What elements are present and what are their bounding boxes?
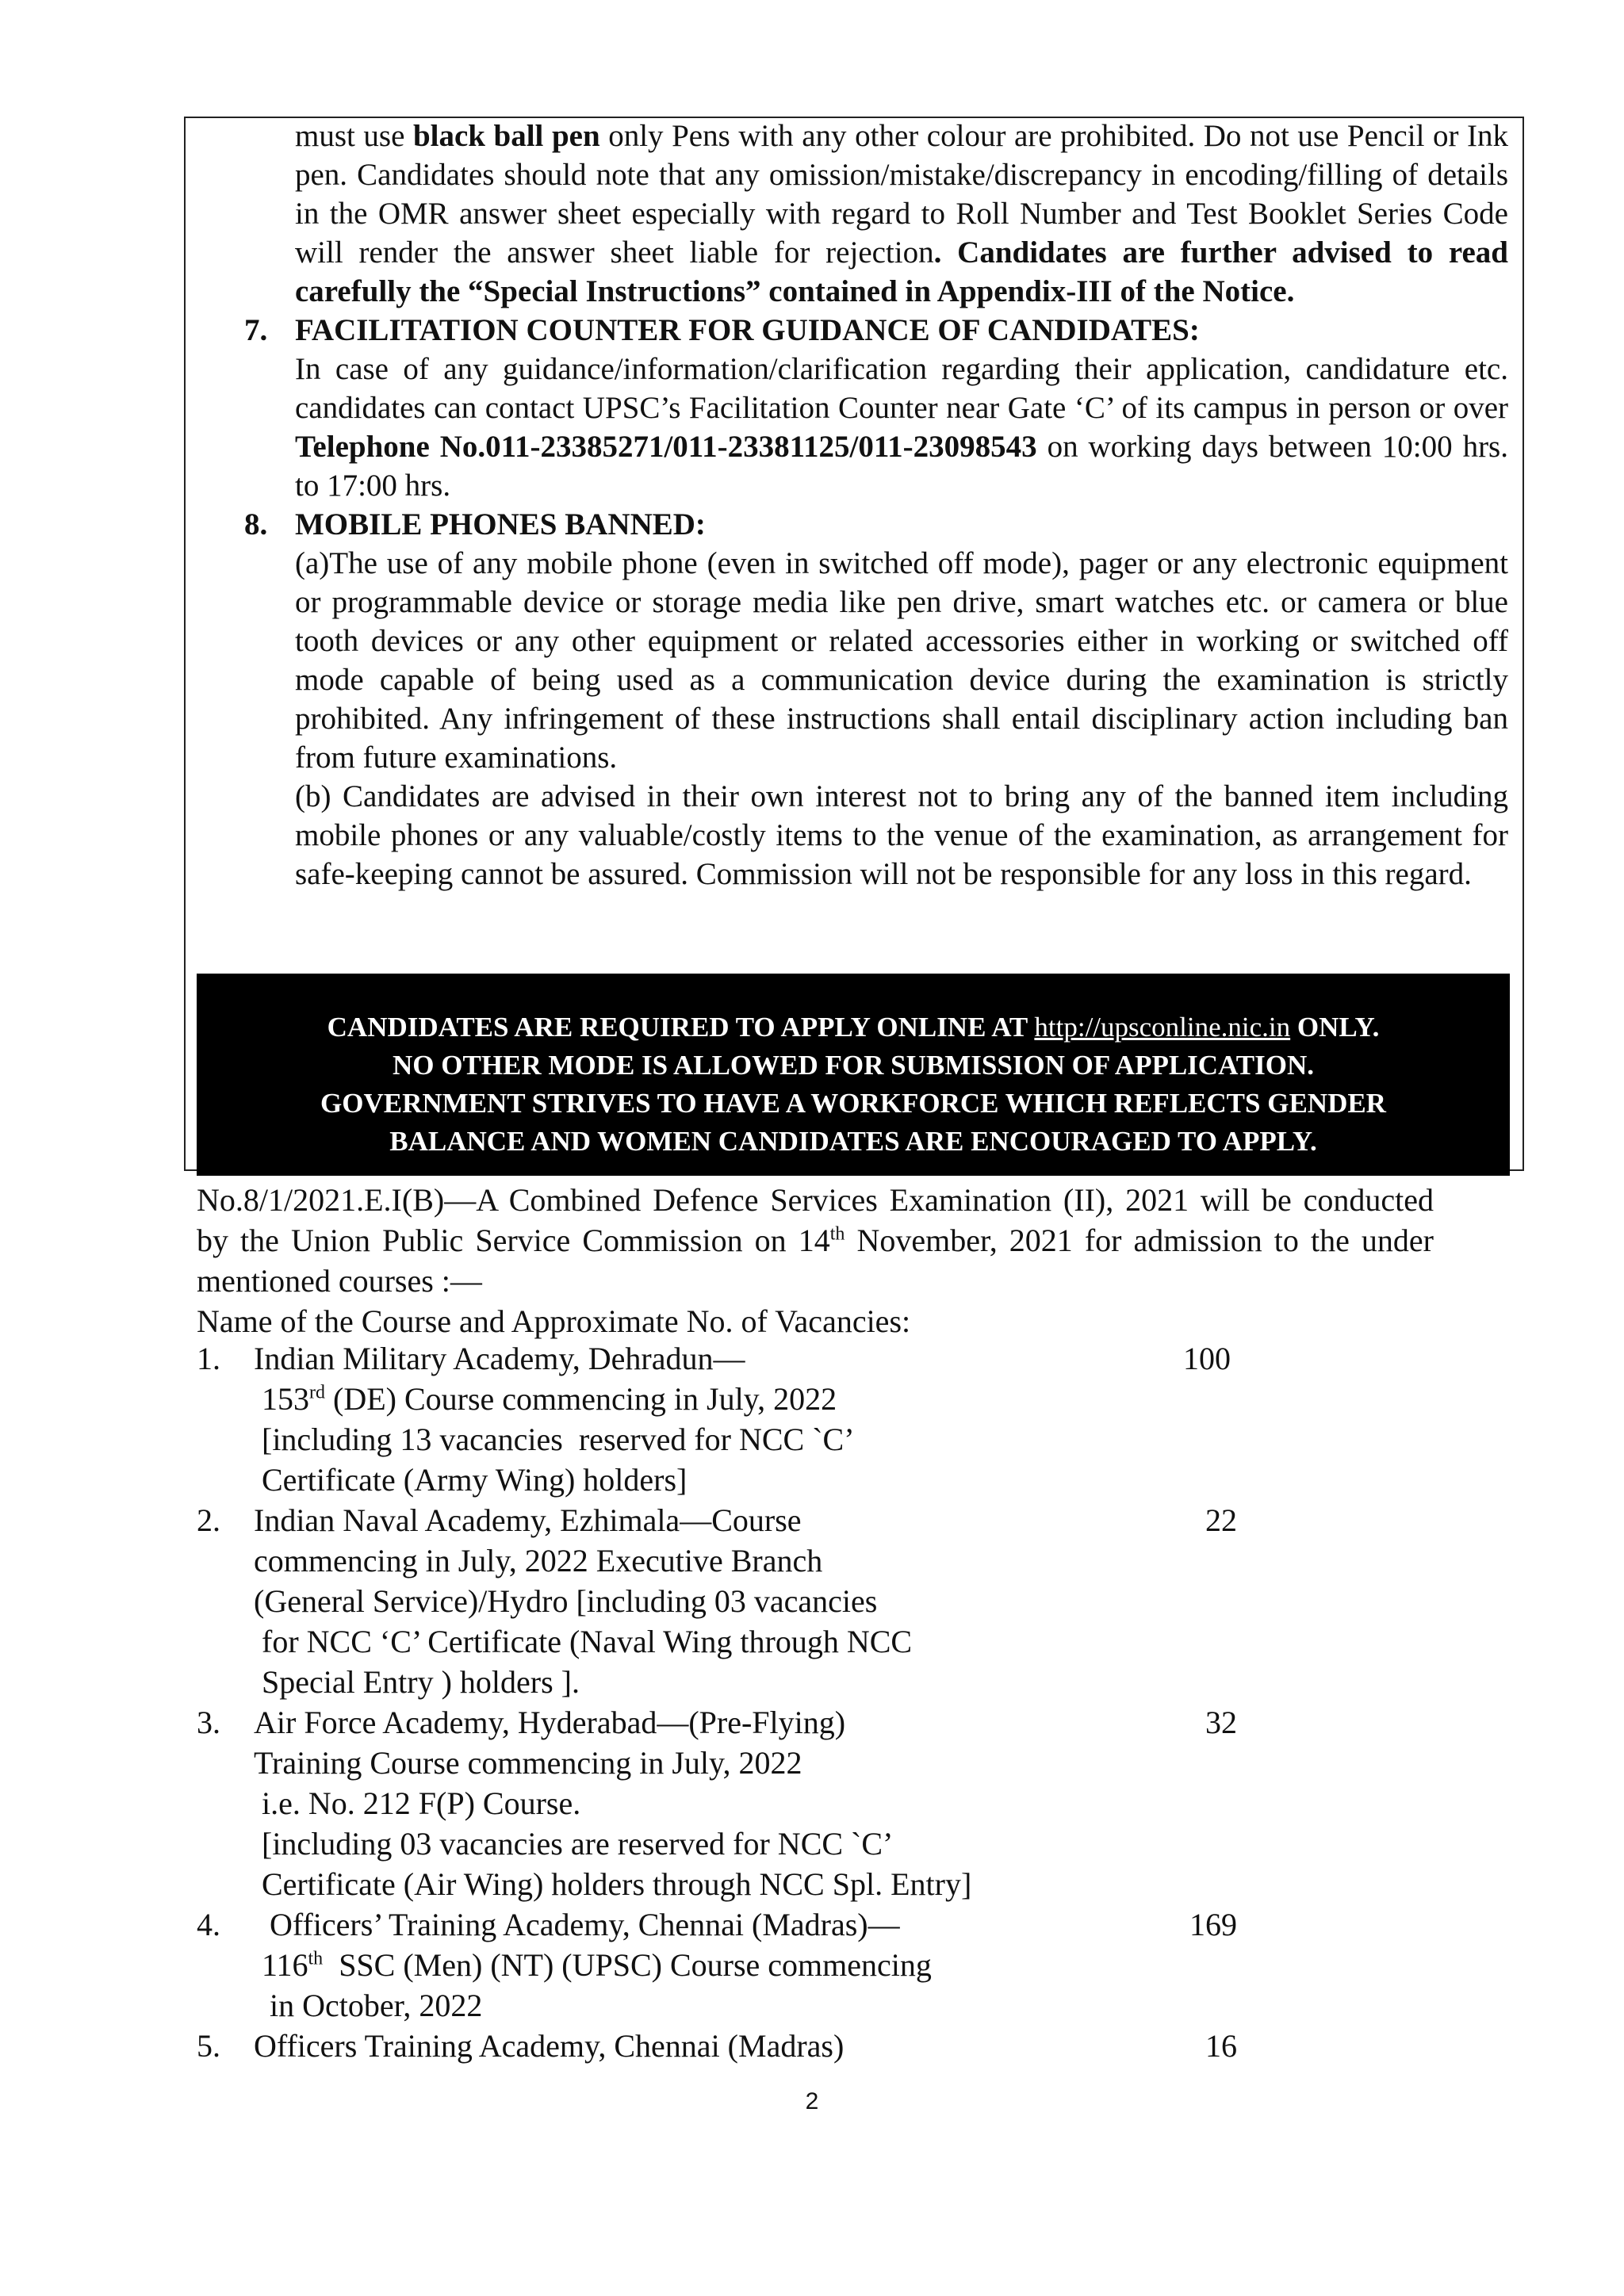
course-line: for NCC ‘C’ Certificate (Naval Wing through NCC [254, 1624, 913, 1659]
courses-heading: Name of the Course and Approximate No. of Vacancies: [197, 1303, 911, 1339]
course-description [254, 2026, 1465, 2066]
course-vacancies: 22 [1205, 1502, 1237, 1538]
course-description [254, 1702, 1465, 1904]
course-description [254, 1500, 1465, 1702]
course-line: i.e. No. 212 F(P) Course. [254, 1785, 581, 1821]
course-number: 2. [197, 1502, 220, 1538]
course-item [197, 1500, 1465, 1702]
course-item [197, 1702, 1465, 1904]
notice-text [197, 1180, 1434, 1341]
item-7-heading: 7. FACILITATION COUNTER FOR GUIDANCE OF CANDIDATES: [244, 313, 1200, 347]
course-line: Certificate (Army Wing) holders] [254, 1462, 688, 1498]
course-number: 3. [197, 1705, 220, 1740]
course-line: [including 03 vacancies are reserved for NCC `C’ [254, 1826, 894, 1862]
para-6-bold-note: Candidates are further advised to read carefully the “Special Instructions” contained in Appendix-III of the Notice. [295, 235, 1508, 308]
instructions-content [244, 117, 1508, 894]
notice-intro: No.8/1/2021.E.I(B)—A Combined Defence Services Examination (II), 2021 will be conducted by the Union Public Service Commission on 14th November, 2021 for admission to the under mentioned courses :— [197, 1182, 1434, 1299]
course-line: Indian Military Academy, Dehradun— [254, 1341, 745, 1376]
page-number: 2 [805, 2088, 819, 2114]
course-line: Training Course commencing in July, 2022 [254, 1745, 802, 1781]
course-line: Certificate (Air Wing) holders through NCC Spl. Entry] [254, 1866, 972, 1902]
course-line: [including 13 vacancies reserved for NCC `C’ [254, 1422, 855, 1457]
course-line: (General Service)/Hydro [including 03 vacancies [254, 1583, 878, 1619]
course-line: Officers’ Training Academy, Chennai (Madras)— [254, 1907, 900, 1942]
course-line: Special Entry ) holders ]. [254, 1664, 580, 1700]
course-item [197, 1904, 1465, 2026]
banner-line-4: BALANCE AND WOMEN CANDIDATES ARE ENCOURAGED TO APPLY. [389, 1126, 1317, 1157]
banner-line-1: CANDIDATES ARE REQUIRED TO APPLY ONLINE AT http://upsconline.nic.in ONLY. [327, 1012, 1380, 1043]
course-item [197, 2026, 1465, 2066]
upsc-online-link[interactable]: http://upsconline.nic.in [1034, 1012, 1291, 1043]
course-vacancies: 169 [1189, 1907, 1237, 1942]
banner-line-3: GOVERNMENT STRIVES TO HAVE A WORKFORCE WHICH REFLECTS GENDER [320, 1088, 1386, 1119]
course-line: Officers Training Academy, Chennai (Madras) [254, 2028, 845, 2064]
course-description [254, 1904, 1465, 2026]
course-number: 1. [197, 1341, 220, 1376]
course-vacancies: 32 [1205, 1705, 1237, 1740]
course-item [197, 1338, 1465, 1500]
course-line: commencing in July, 2022 Executive Branch [254, 1543, 823, 1578]
para-6-text: must use black ball pen only Pens with any other colour are prohibited. Do not use Pencil or Ink pen. Candidates should note that any omission/mistake/discrepancy in encoding/filling of details in the OMR answer sheet especially with regard to Roll Number and Test Booklet Series Code will render the answer sheet liable for rejection. Candidates are further advised to read carefully the “Special Instructions” contained in Appendix-III of the Notice. [295, 119, 1508, 308]
item-8-para-b: (b) Candidates are advised in their own interest not to bring any of the banned item including mobile phones or any valuable/costly items to the venue of the examination, as arrangement for safe-keeping cannot be assured. Commission will not be responsible for any loss in this regard. [295, 779, 1508, 891]
item-7-text: In case of any guidance/information/clarification regarding their application, candidature etc. candidates can contact UPSC’s Facilitation Counter near Gate ‘C’ of its campus in person or over Telephone No.011-23385271/011-23381125/011-23098543 on working days between 10:00 hrs. to 17:00 hrs. [295, 352, 1508, 503]
course-vacancies: 16 [1205, 2028, 1237, 2064]
course-number: 4. [197, 1907, 220, 1942]
course-line: Indian Naval Academy, Ezhimala—Course [254, 1502, 802, 1538]
item-8-heading: 8. MOBILE PHONES BANNED: [244, 507, 706, 541]
course-description [254, 1338, 1465, 1500]
course-vacancies: 100 [1183, 1341, 1231, 1376]
item-8-para-a: (a)The use of any mobile phone (even in switched off mode), pager or any electronic equipment or programmable device or storage media like pen drive, smart watches etc. or camera or blue tooth devices or any other equipment or related accessories either in working or switched off mode capable of being used as a communication device during the examination is strictly prohibited. Any infringement of these instructions shall entail disciplinary action including ban from future examinations. [295, 546, 1508, 775]
course-number: 5. [197, 2028, 220, 2064]
banner-line-2: NO OTHER MODE IS ALLOWED FOR SUBMISSION OF APPLICATION. [393, 1050, 1314, 1081]
course-line: 153rd (DE) Course commencing in July, 2022 [254, 1381, 837, 1417]
course-line: Air Force Academy, Hyderabad—(Pre-Flying) [254, 1705, 846, 1740]
course-list [197, 1338, 1465, 2066]
course-line: 116th SSC (Men) (NT) (UPSC) Course commencing [254, 1947, 932, 1983]
course-line: in October, 2022 [254, 1988, 483, 2023]
apply-online-banner [197, 974, 1510, 1176]
